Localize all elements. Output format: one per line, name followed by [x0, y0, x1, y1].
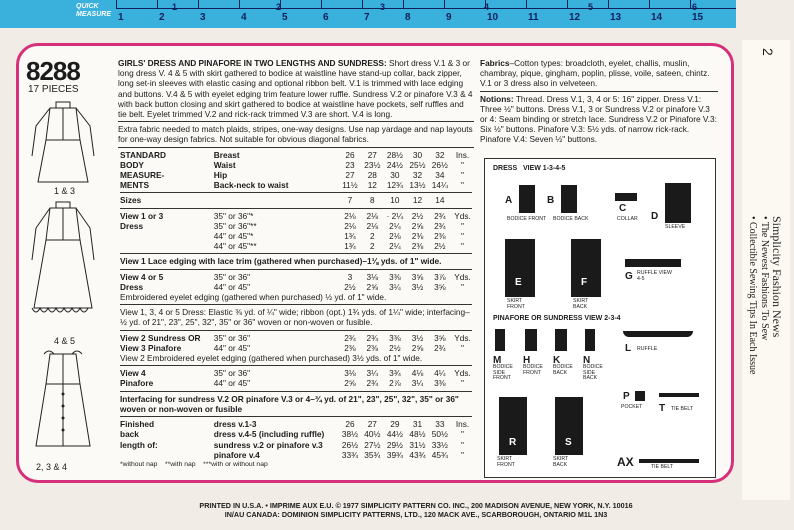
cell: 1¾: [344, 231, 356, 242]
piece-p-shape: [635, 391, 645, 401]
view13-sub: Dress: [120, 220, 144, 231]
size-cell: 12: [412, 195, 423, 206]
cell: 32: [435, 149, 445, 160]
ruler-tick: [321, 0, 322, 8]
cell: 14¼: [431, 180, 448, 191]
cell: 2⅛: [389, 231, 401, 242]
ruler-tick: [403, 0, 404, 8]
cell: 35¾: [364, 449, 381, 460]
unit-cell: Ins.: [455, 149, 470, 160]
cell: 2⅜: [411, 231, 424, 242]
piece-ax-shape: [639, 459, 699, 463]
finished-row-name: dress v.1-3: [213, 419, 257, 430]
ruler-inch-label: 14: [651, 12, 663, 23]
cell: 3⅞: [434, 271, 446, 282]
notions-title: Notions:: [480, 93, 514, 104]
cell: 2: [370, 231, 375, 242]
piece-g-name: RUFFLE VIEW 4-5: [637, 270, 672, 282]
piece-a-name: BODICE FRONT: [507, 216, 547, 222]
piece-m-name: BODICE SIDE FRONT: [493, 364, 513, 382]
cell: 3⅛: [366, 271, 379, 282]
cell: 12: [367, 180, 377, 191]
ruler-line: [116, 8, 736, 9]
view4-sub: Pinafore: [120, 378, 154, 389]
footnote-1: *without nap: [120, 460, 158, 468]
cell: 30: [412, 149, 423, 160]
page-number: 2: [760, 48, 776, 56]
piece-t-name: TIE BELT: [671, 406, 694, 412]
piece-m-shape: [495, 329, 505, 351]
cell: 2¼: [389, 241, 401, 252]
footer-line-1: PRINTED IN U.S.A. • IMPRIME AUX E.U. © 1977 SIMPLICITY PATTERN CO. INC., 200 MADISON AVENUE, NEW YORK, N.Y. 10016: [199, 501, 633, 510]
ruler-top-mark: 3: [380, 2, 386, 12]
cell: 2⅝: [344, 378, 356, 389]
dress-view-label: VIEW 1-3-4-5: [522, 165, 566, 172]
ruler-tick: [608, 0, 609, 8]
unit-cell: ": [461, 159, 464, 170]
cell: 1¾: [344, 241, 356, 252]
notions-text: Thread. Dress V.1, 3, 4 or 5: 16" zipper. Dress V.1: Three ½" buttons. Dress V.1, 3 or Sundress V.2 or pinafore V.3 or 4: Seam binding or stretch lace. Sundress V.2 or Pinafore V.3: Six ½" buttons. Pinafore V.3: 5½ yds. of narrow rick-rack. Pinafore V.4: Seven ½" buttons.: [480, 93, 717, 145]
ruler-top-mark: 1: [172, 2, 178, 12]
finished-row-name: sundress v.2 or pinafore v.3: [213, 439, 323, 450]
side-strip: [742, 40, 790, 500]
footer: [136, 501, 696, 519]
piece-f-name: SKIRT BACK: [573, 298, 589, 310]
finished-row-name: pinafore v.4: [213, 449, 260, 460]
fabrics-title: Fabrics: [480, 58, 510, 68]
cell: 3¼: [411, 378, 424, 389]
cell: 2¾: [344, 332, 356, 343]
cell: 28: [367, 170, 377, 181]
width-cell: 44" or 45"**: [213, 241, 257, 252]
cell: 27: [345, 170, 355, 181]
cell: 2⅞: [389, 378, 401, 389]
cell: 33: [435, 419, 445, 430]
cell: 30: [390, 170, 400, 181]
finished-label-2: back: [120, 429, 139, 440]
piece-count: 17 PIECES: [28, 84, 79, 95]
unit-cell: ": [461, 342, 464, 353]
unit-cell: Yds.: [454, 271, 471, 282]
ruler-inch-label: 4: [241, 12, 247, 23]
measure-label-2: BODY: [120, 159, 144, 170]
view23-note: View 2 Embroidered eyelet edging (gathered when purchased) 3½ yds. of 1" wide.: [120, 353, 423, 364]
body-measurements-table: [118, 150, 474, 470]
ruler-tick: [362, 0, 363, 8]
ruler-tick: [649, 0, 650, 8]
piece-e-letter: E: [515, 277, 522, 288]
cell: 39¾: [386, 449, 403, 460]
cell: 2⅝: [411, 220, 424, 231]
footnote-3: ***with or without nap: [203, 460, 268, 468]
cell: 27: [367, 419, 377, 430]
piece-r-letter: R: [509, 437, 517, 448]
ruler-tick: [690, 0, 691, 8]
cell: 2⅛: [366, 220, 379, 231]
figure-label-1: 1 & 3: [54, 186, 76, 196]
ruler-inch-label: 11: [528, 12, 539, 23]
cell: 23½: [364, 159, 381, 170]
measure-row-name: Breast: [213, 149, 240, 160]
yardage-column: [118, 58, 474, 470]
piece-c-shape: [615, 193, 637, 201]
pinafore-section-label: PINAFORE OR SUNDRESS VIEW 2-3-4: [493, 315, 621, 322]
cell: 2⅛: [344, 210, 356, 221]
unit-cell: ": [461, 378, 464, 389]
footnote-2: **with nap: [164, 460, 196, 468]
cell: 3¾: [389, 368, 401, 379]
cell: 28½: [386, 149, 403, 160]
cell: 3⅜: [389, 271, 401, 282]
cell: 2½: [389, 342, 401, 353]
cell: 3: [347, 271, 353, 282]
piece-n-name: BODICE SIDE BACK: [583, 364, 603, 382]
cell: 3⅛: [344, 368, 356, 379]
piece-d-name: SLEEVE: [665, 224, 686, 230]
width-cell: 44" or 45": [213, 378, 251, 389]
piece-g-shape: [625, 259, 681, 267]
piece-ax-letter: AX: [617, 455, 634, 469]
dress-section-label: [493, 165, 565, 172]
width-cell: 35" or 36": [213, 368, 251, 379]
ruler-top-mark: 4: [484, 2, 490, 12]
piece-f-shape: [571, 239, 601, 297]
piece-k-letter: K: [553, 355, 561, 366]
figure-pinafore: [22, 346, 104, 458]
cell: 2⅜: [366, 342, 379, 353]
cell: 25½: [409, 159, 426, 170]
piece-t-shape: [659, 393, 699, 397]
cell: · 2¼: [386, 210, 404, 221]
figure-dress-long: [22, 196, 104, 326]
ruler-tick: [239, 0, 240, 8]
piece-k-name: BODICE BACK: [553, 364, 573, 376]
elastic-note: View 1, 3, 4 or 5 Dress: Elastic ⅜ yd. of ¼" wide; ribbon (opt.) 1¾ yds. of 1¼" wide; interfacing–½ yd. of 21", 23", 25", 32", 35" or 36" woven or non-woven or fusible.: [120, 307, 470, 328]
ruler-label-line2: MEASURE: [76, 11, 112, 18]
ruler-inch-label: 13: [610, 12, 622, 23]
ruler-tick: [567, 0, 568, 8]
width-cell: 44" or 45": [213, 281, 251, 292]
cell: 11½: [342, 180, 358, 191]
cell: 27: [367, 149, 377, 160]
finished-label-1: Finished: [120, 419, 155, 430]
unit-cell: ": [461, 241, 464, 252]
description: [118, 58, 474, 119]
unit-cell: ": [461, 170, 464, 181]
side-sub-2: • Collectible Sewing Tips In Each Issue: [747, 216, 758, 375]
sizes-label: Sizes: [120, 195, 142, 206]
size-cell: 7: [347, 195, 353, 206]
cell: 3⅝: [434, 281, 446, 292]
ruler-inch-label: 10: [487, 12, 499, 23]
cell: 3⅜: [434, 378, 446, 389]
unit-cell: ": [461, 449, 464, 460]
cell: 44½: [386, 429, 403, 440]
cell: 24½: [386, 159, 403, 170]
unit-cell: ": [461, 180, 464, 191]
width-cell: 44" or 45": [213, 342, 251, 353]
cell: 12¾: [386, 180, 403, 191]
ruler-tick: [526, 0, 527, 8]
figure-dress-short: [22, 96, 104, 196]
piece-e-name: SKIRT FRONT: [507, 298, 525, 310]
cell: 2¾: [366, 378, 379, 389]
fabrics-paragraph: [480, 58, 718, 89]
piece-l-name: RUFFLE: [637, 346, 658, 352]
pattern-number: 8288: [26, 56, 80, 86]
quick-measure-ruler: [60, 0, 736, 28]
ruler-inch-label: 8: [405, 12, 411, 23]
piece-b-shape: [561, 185, 577, 213]
unit-cell: ": [461, 429, 464, 440]
extra-fabric-note: Extra fabric needed to match plaids, stripes, one-way designs. Use nap yardage and nap layouts for one-way design fabrics. Not suitable for obvious diagonal fabrics.: [118, 124, 473, 145]
cell: 3¼: [366, 368, 379, 379]
view13-title: View 1 or 3: [120, 210, 164, 221]
cell: 45¾: [431, 449, 448, 460]
width-cell: 35" or 36"*: [213, 210, 254, 221]
fabrics-notions-column: [480, 58, 718, 145]
cell: 3⅝: [411, 271, 424, 282]
piece-r-name: SKIRT FRONT: [497, 456, 515, 468]
width-cell: 35" or 36": [213, 332, 251, 343]
finished-label-3: length of:: [120, 439, 158, 450]
piece-t-letter: T: [659, 403, 666, 414]
view4-title: View 4: [120, 368, 146, 379]
measure-label-1: STANDARD: [120, 149, 166, 160]
size-cell: 10: [390, 195, 400, 206]
cell: 2¾: [366, 332, 379, 343]
cell: 29½: [386, 439, 403, 450]
footer-line-2: IN/AU CANADA: DOMINION SIMPLICITY PATTERNS, LTD., 120 MACK AVE., SCARBOROUGH, ONTARIO M1L 1N3: [224, 510, 608, 519]
cell: 3⅜: [389, 332, 401, 343]
cell: 40½: [364, 429, 381, 440]
ruler-inch-label: 2: [159, 12, 165, 23]
cell: 2⅝: [366, 281, 379, 292]
piece-h-shape: [525, 329, 537, 351]
ruler-label-line1: QUICK: [76, 3, 99, 10]
side-sub-1: • The Newest Fashions To Sew: [759, 216, 770, 341]
cell: 31½: [409, 439, 426, 450]
piece-s-name: SKIRT BACK: [553, 456, 569, 468]
interfacing-note: Interfacing for sundress V.2 OR pinafore V.3 or 4–¾ yd. of 21", 23", 25", 32", 35" or 36" woven or non-woven or fusible: [120, 393, 459, 414]
size-cell: 14: [435, 195, 445, 206]
cell: 2½: [434, 241, 446, 252]
piece-k-shape: [555, 329, 567, 351]
description-text: Short dress V.1 & 3 or long dress V. 4 & 5 with skirt gathered to bodice at waistline have stand-up collar, back zipper, long set-in sleeves with elastic casing and optional ribbon belt. V.1 is trimmed with lace edging and buttons. V.4 & 5 with eyelet edging trim feature lower ruffle. Sundress V.2 or pinafore V.3 & 4 with back button closing and skirt gathered to bodice at waistline have pockets, self ruffles and tie belt. Eyelet trimmed V.2 and rick-rack trimmed V.3 are short. V.4 is long.: [118, 58, 473, 120]
view45-sub: Dress: [120, 281, 144, 292]
ruler-tick: [116, 0, 117, 8]
cell: 2¾: [434, 210, 446, 221]
piece-b-name: BODICE BACK: [553, 216, 589, 222]
measure-row-name: Hip: [213, 170, 228, 181]
ruler-top-mark: 5: [588, 2, 594, 12]
piece-m-letter: M: [493, 355, 502, 366]
width-cell: 44" or 45"*: [213, 231, 254, 242]
ruler-top-mark: 6: [692, 2, 698, 12]
measure-label-3: MEASURE-: [120, 170, 165, 181]
piece-h-name: BODICE FRONT: [523, 364, 543, 376]
cell: 26: [345, 149, 355, 160]
cell: 13½: [409, 180, 426, 191]
piece-p-name: POCKET: [621, 404, 643, 410]
unit-cell: Yds.: [454, 332, 471, 343]
piece-g-letter: G: [625, 271, 633, 282]
cell: 48½: [409, 429, 426, 440]
cell: 3½: [411, 281, 424, 292]
ruler-inch-label: 15: [692, 12, 704, 23]
cell: 2⅜: [344, 342, 356, 353]
ruler-inch-label: 9: [446, 12, 452, 23]
piece-l-letter: L: [625, 343, 632, 354]
ruler-tick: [157, 0, 158, 8]
cell: 3½: [411, 332, 424, 343]
size-cell: 8: [370, 195, 375, 206]
unit-cell: Yds.: [454, 210, 471, 221]
piece-b-letter: B: [547, 195, 555, 206]
piece-c-name: COLLAR: [617, 216, 638, 222]
finished-row-name: dress v.4-5 (including ruffle): [213, 429, 325, 440]
piece-h-letter: H: [523, 355, 531, 366]
cell: 2¾: [434, 342, 446, 353]
cell: 27½: [364, 439, 381, 450]
piece-l-shape: [623, 331, 693, 337]
cell: 33½: [431, 439, 448, 450]
ruler-inch-label: 5: [282, 12, 288, 23]
piece-a-shape: [519, 185, 535, 213]
cell: 29: [390, 419, 400, 430]
view45-title: View 4 or 5: [120, 271, 164, 282]
ruler-inch-label: 3: [200, 12, 206, 23]
ruler-tick: [198, 0, 199, 8]
cell: 2⅜: [434, 231, 446, 242]
piece-e-shape: [505, 239, 535, 297]
ruler-top-mark: 2: [276, 2, 282, 12]
unit-cell: Ins.: [455, 419, 470, 430]
width-cell: 35" or 36": [213, 271, 251, 282]
cell: 23: [345, 159, 355, 170]
ruler-inch-label: 7: [364, 12, 370, 23]
unit-cell: ": [461, 220, 464, 231]
fabrics-text: –Cotton types: broadcloth, eyelet, challis, muslin, chambray, pique, gingham, poplin, plisse, voile, sateen, chintz. V.1 or 3 dress also in velveteen.: [480, 58, 710, 89]
piece-n-shape: [585, 329, 595, 351]
dress-label: DRESS: [493, 165, 518, 172]
figure-label-3: 2, 3 & 4: [36, 462, 68, 472]
measure-label-4: MENTS: [120, 180, 150, 191]
piece-a-letter: A: [505, 195, 513, 206]
cell: 2⅝: [411, 342, 424, 353]
ruler-inch-label: 12: [569, 12, 581, 23]
width-cell: 35" or 36"**: [213, 220, 257, 231]
cell: 43¾: [409, 449, 426, 460]
ruler-label: [76, 3, 111, 19]
cell: 33¾: [341, 449, 359, 460]
piece-p-letter: P: [623, 391, 630, 402]
unit-cell: Yds.: [454, 368, 471, 379]
unit-cell: ": [461, 281, 464, 292]
cell: 2⅛: [344, 220, 356, 231]
lace-note: View 1 Lace edging with lace trim (gathered when purchased)–1⅛ yds. of 1" wide.: [120, 256, 442, 267]
cell: 32: [412, 170, 423, 181]
piece-ax-name: TIE BELT: [651, 464, 674, 470]
cell: 4⅛: [411, 368, 424, 379]
cell: 2⅜: [411, 241, 424, 252]
cell: 38½: [341, 429, 359, 440]
cell: 31: [412, 419, 423, 430]
view23-title: View 2 Sundress OR: [120, 332, 201, 343]
cell: 2½: [344, 281, 356, 292]
cell: 2¾: [434, 220, 446, 231]
cell: 26½: [431, 159, 448, 170]
figure-label-2: 4 & 5: [54, 336, 76, 346]
piece-d-shape: [665, 183, 691, 223]
cell: 2½: [411, 210, 424, 221]
cell: 2: [370, 241, 375, 252]
piece-d-letter: D: [651, 211, 659, 222]
cell: 34: [435, 170, 445, 181]
piece-s-letter: S: [565, 437, 572, 448]
ruler-tick: [444, 0, 445, 8]
piece-f-letter: F: [581, 277, 588, 288]
unit-cell: ": [461, 439, 464, 450]
description-title: GIRLS' DRESS AND PINAFORE IN TWO LENGTHS AND SUNDRESS:: [118, 58, 387, 68]
unit-cell: ": [461, 231, 464, 242]
cell: 3⅝: [434, 332, 446, 343]
measure-row-name: Waist: [213, 159, 236, 170]
cell: 26: [345, 419, 355, 430]
cell: 2¼: [389, 220, 401, 231]
cell: 4¼: [434, 368, 446, 379]
cell: 50½: [431, 429, 448, 440]
cell: 2⅛: [366, 210, 379, 221]
view23-sub: View 3 Pinafore: [120, 342, 182, 353]
view45-note: Embroidered eyelet edging (gathered when purchased) ½ yd. of 1" wide.: [120, 292, 387, 303]
notions-paragraph: [480, 94, 718, 145]
pattern-pieces-diagram: [484, 158, 716, 478]
side-brand: Simplicity Fashion News: [770, 216, 784, 338]
piece-n-letter: N: [583, 355, 591, 366]
cell: 26½: [341, 439, 359, 450]
ruler-inch-label: 6: [323, 12, 329, 23]
measure-row-name: Back-neck to waist: [213, 180, 289, 191]
cell: 3¼: [389, 281, 401, 292]
ruler-left-strip: [0, 0, 60, 28]
piece-c-letter: C: [619, 203, 627, 214]
ruler-inch-label: 1: [118, 12, 124, 23]
